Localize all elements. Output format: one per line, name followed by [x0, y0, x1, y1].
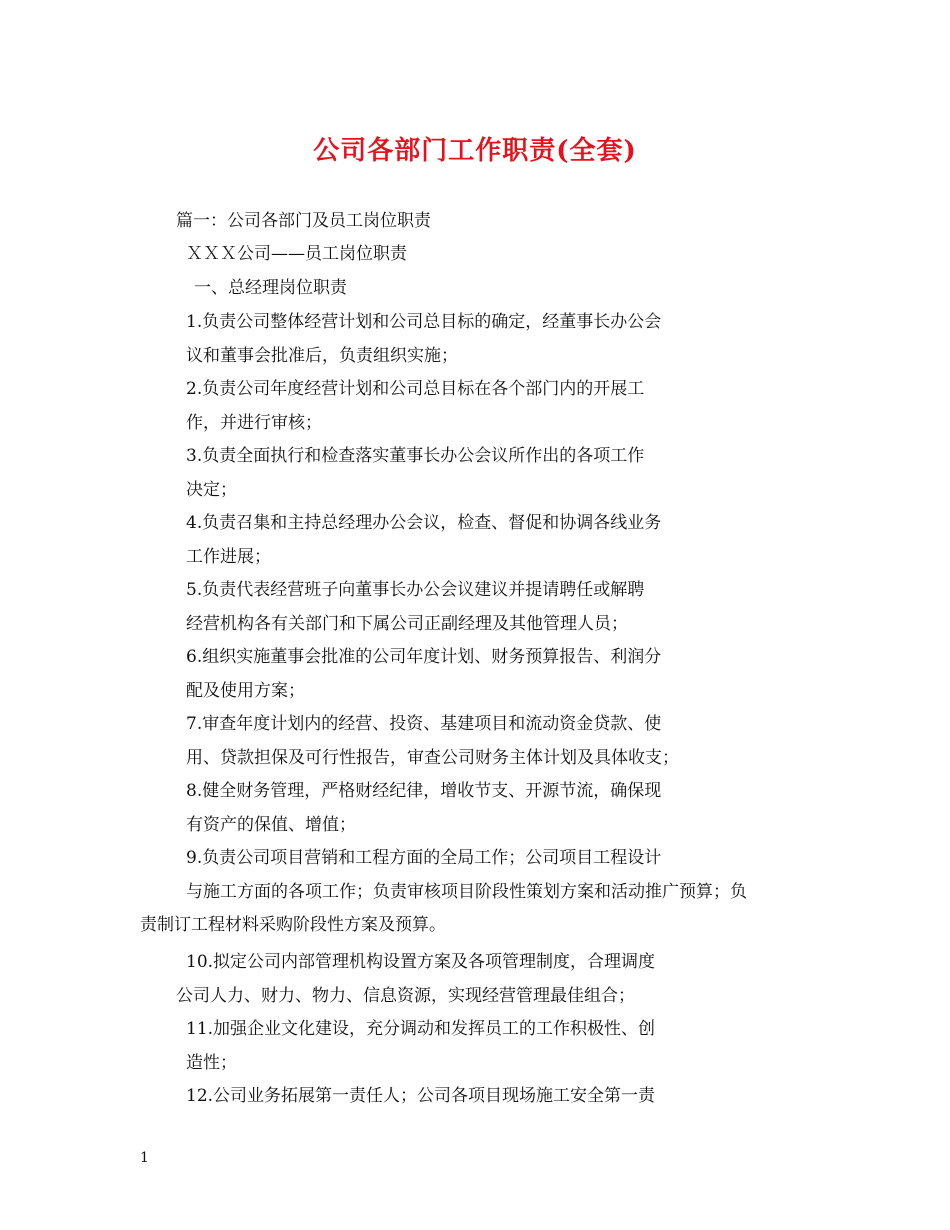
text-line: 7.审查年度计划内的经营、投资、基建项目和流动资金贷款、使	[186, 714, 662, 734]
text-line: 10.拟定公司内部管理机构设置方案及各项管理制度，合理调度	[186, 952, 656, 972]
text-line: 造性；	[186, 1053, 237, 1073]
text-line: 12.公司业务拓展第一责任人；公司各项目现场施工安全第一责	[186, 1086, 656, 1106]
text-line: 议和董事会批准后，负责组织实施；	[186, 346, 458, 366]
text-line: 11.加强企业文化建设，充分调动和发挥员工的工作积极性、创	[186, 1019, 656, 1039]
text-line: 8.健全财务管理，严格财经纪律，增收节支、开源节流，确保现	[186, 781, 662, 801]
text-line: 6.组织实施董事会批准的公司年度计划、财务预算报告、利润分	[186, 647, 662, 667]
page-number: 1	[140, 1150, 149, 1166]
text-line: 配及使用方案；	[186, 681, 305, 701]
text-line: 5.负责代表经营班子向董事长办公会议建议并提请聘任或解聘	[186, 580, 645, 600]
text-line: 1.负责公司整体经营计划和公司总目标的确定，经董事长办公会	[186, 312, 662, 332]
text-line: 用、贷款担保及可行性报告，审查公司财务主体计划及具体收支；	[186, 748, 679, 768]
text-line: 9.负责公司项目营销和工程方面的全局工作；公司项目工程设计	[186, 848, 662, 868]
text-line: 责制订工程材料采购阶段性方案及预算。	[140, 915, 446, 935]
text-line: 篇一：公司各部门及员工岗位职责	[176, 211, 431, 231]
text-line: ＸＸＸ公司——员工岗位职责	[186, 244, 407, 264]
text-line: 作，并进行审核；	[186, 413, 322, 433]
text-line: 公司人力、财力、物力、信息资源，实现经营管理最佳组合；	[176, 986, 635, 1006]
document-title: 公司各部门工作职责(全套)	[313, 136, 637, 166]
text-line: 一、总经理岗位职责	[194, 278, 347, 298]
text-line: 2.负责公司年度经营计划和公司总目标在各个部门内的开展工	[186, 379, 645, 399]
text-line: 经营机构各有关部门和下属公司正副经理及其他管理人员；	[186, 614, 628, 634]
text-line: 有资产的保值、增值；	[186, 815, 356, 835]
text-line: 决定；	[186, 480, 237, 500]
text-line: 与施工方面的各项工作；负责审核项目阶段性策划方案和活动推广预算；负	[186, 882, 747, 902]
text-line: 4.负责召集和主持总经理办公会议，检查、督促和协调各线业务	[186, 513, 662, 533]
text-line: 3.负责全面执行和检查落实董事长办公会议所作出的各项工作	[186, 446, 645, 466]
text-line: 工作进展；	[186, 547, 271, 567]
